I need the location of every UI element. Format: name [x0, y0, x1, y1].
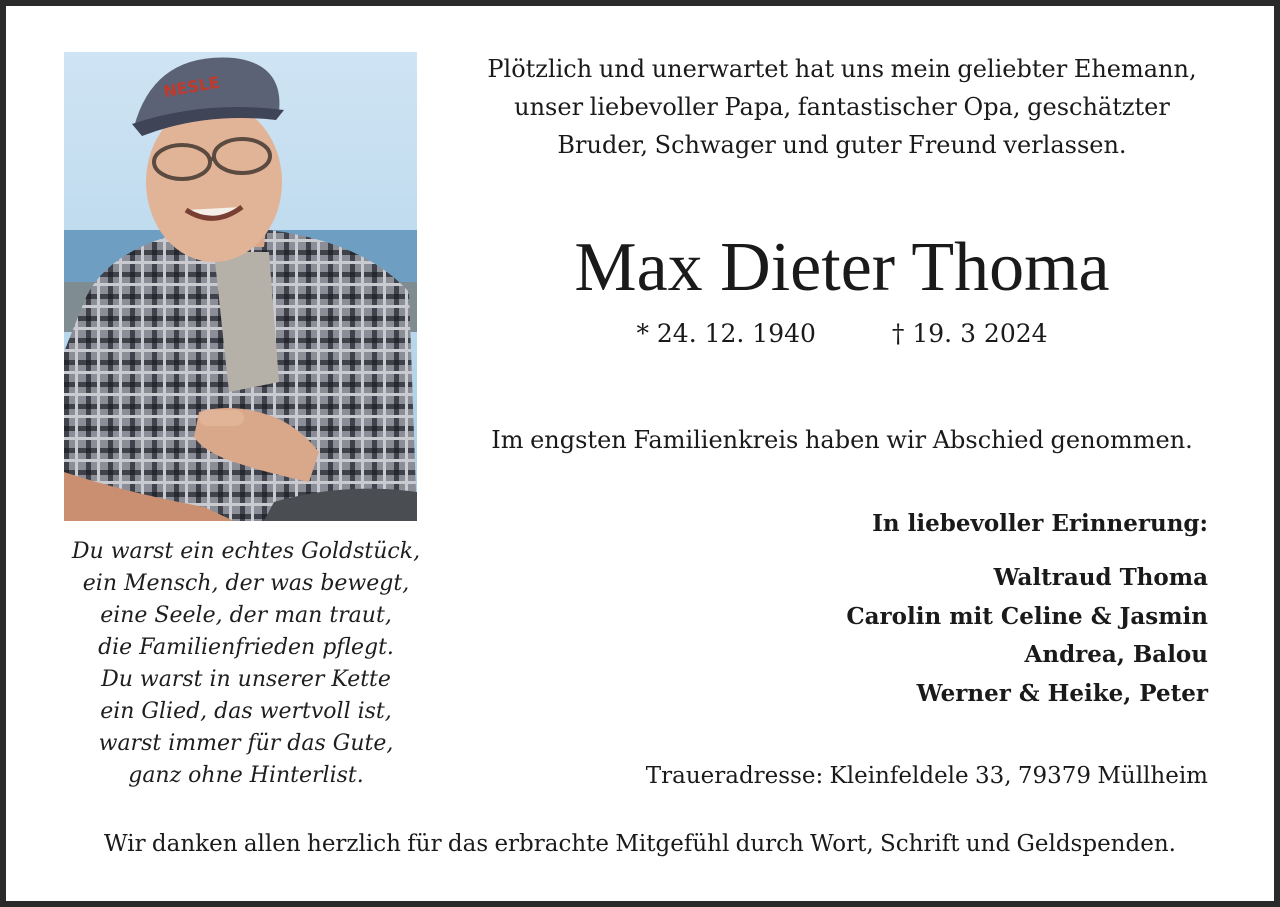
poem-line: warst immer für das Gute, — [98, 731, 394, 756]
mourning-address: Traueradresse: Kleinfeldele 33, 79379 Müllheim — [645, 763, 1208, 789]
family-member: Werner & Heike, Peter — [916, 679, 1208, 707]
intro-line: Plötzlich und unerwartet hat uns mein geliebter Ehemann, — [487, 55, 1197, 83]
family-member: Andrea, Balou — [1024, 641, 1208, 668]
family-member: Carolin mit Celine & Jasmin — [846, 602, 1208, 630]
memory-heading: In liebevoller Erinnerung: — [872, 510, 1208, 537]
farewell-text: Im engsten Familienkreis haben wir Abschied genommen. — [491, 426, 1193, 454]
poem-line: ein Glied, das wertvoll ist, — [100, 699, 392, 724]
poem-line: ein Mensch, der was bewegt, — [82, 571, 410, 596]
poem-line: Du warst ein echtes Goldstück, — [71, 539, 421, 564]
poem-line: Du warst in unserer Kette — [101, 667, 391, 692]
poem-line: ganz ohne Hinterlist. — [128, 763, 364, 788]
portrait-illustration — [64, 52, 417, 521]
birth-date: * 24. 12. 1940 — [636, 319, 816, 348]
poem — [56, 536, 436, 792]
death-date: † 19. 3 2024 — [891, 319, 1048, 348]
svg-text:NESLE: NESLE — [161, 72, 222, 102]
deceased-name: Max Dieter Thoma — [574, 229, 1110, 306]
intro-line: Bruder, Schwager und guter Freund verlassen. — [557, 131, 1127, 159]
intro-text — [446, 50, 1238, 164]
poem-line: eine Seele, der man traut, — [100, 603, 392, 628]
intro-line: unser liebevoller Papa, fantastischer Opa, geschätzter — [514, 93, 1170, 121]
thanks-text: Wir danken allen herzlich für das erbrachte Mitgefühl durch Wort, Schrift und Geldspenden. — [104, 831, 1176, 857]
family-list — [846, 559, 1208, 713]
family-member: Waltraud Thoma — [993, 564, 1208, 591]
poem-line: die Familienfrieden pflegt. — [98, 635, 394, 660]
portrait-photo — [64, 52, 417, 521]
life-dates — [446, 316, 1238, 352]
